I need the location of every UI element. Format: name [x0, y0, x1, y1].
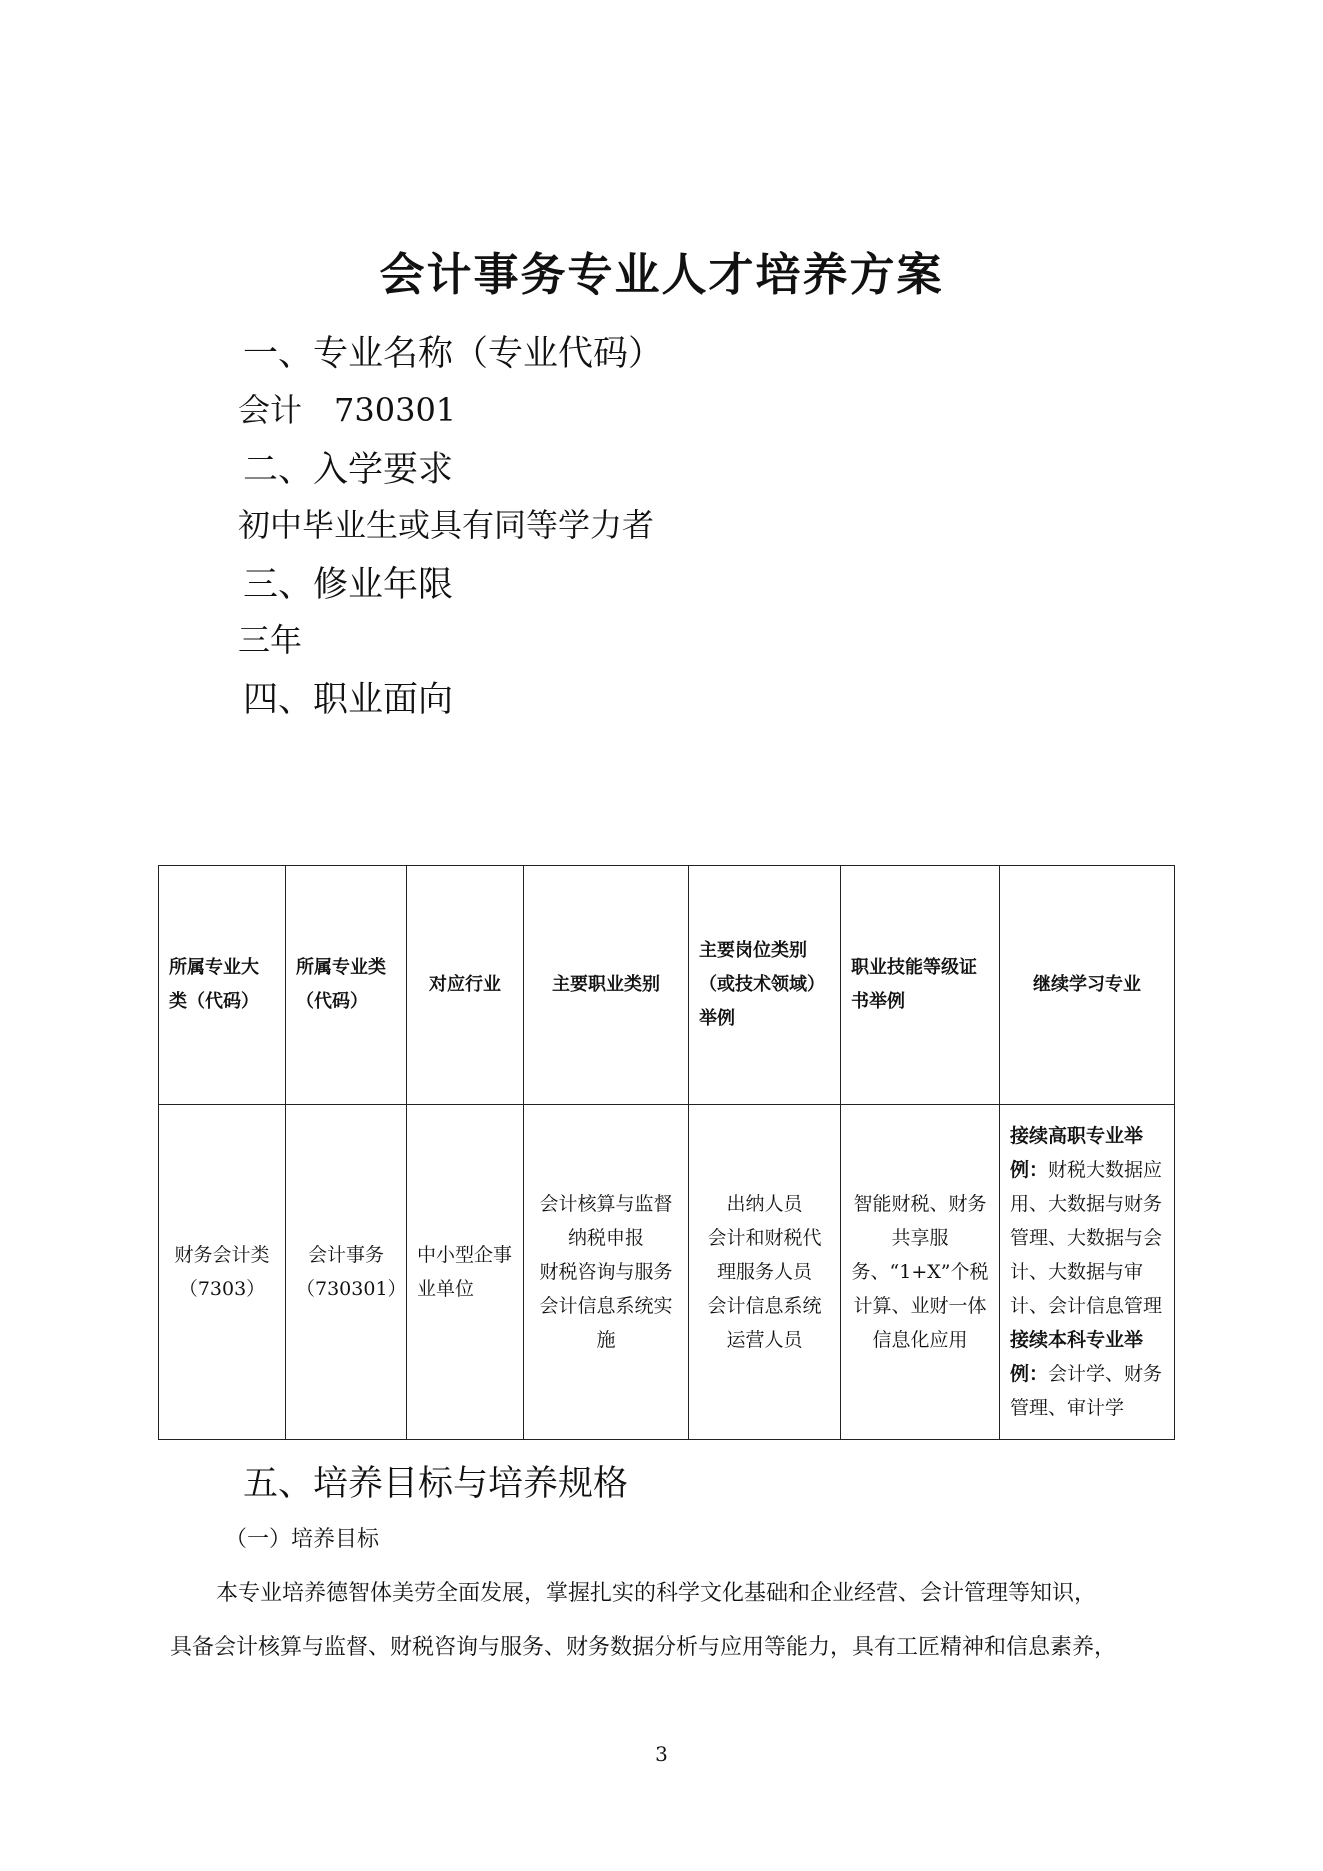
occupation-item: 会计核算与监督 — [539, 1193, 673, 1215]
undergraduate-study-label: 接续本科专业举例： — [1010, 1329, 1144, 1385]
header-occupation: 主要职业类别 — [524, 866, 689, 1105]
document-title: 会计事务专业人才培养方案 — [379, 248, 944, 301]
cell-major-category — [159, 1105, 286, 1440]
paragraph-line-2: 具备会计核算与监督、财税咨询与服务、财务数据分析与应用等能力，具有工匠精神和信息素养， — [170, 1635, 1117, 1660]
section-4-heading: 四、职业面向 — [243, 680, 454, 720]
section-2-heading: 二、入学要求 — [243, 450, 454, 490]
undergraduate-study-list: 会计学、财务管理、审计学 — [1010, 1363, 1163, 1419]
header-further-study: 继续学习专业 — [1000, 866, 1175, 1105]
cell-industry: 中小型企事业单位 — [407, 1105, 524, 1440]
header-certificates: 职业技能等级证书举例 — [841, 866, 1000, 1105]
position-item: 会计和财税代理服务人员 — [707, 1227, 822, 1283]
table-header-row — [159, 866, 1175, 1105]
section-2-body: 初中毕业生或具有同等学力者 — [238, 506, 655, 544]
section-5-heading: 五、培养目标与培养规格 — [243, 1464, 629, 1504]
section-3-heading: 三、修业年限 — [243, 565, 454, 605]
table-row — [159, 1105, 1175, 1440]
header-major-category: 所属专业大类（代码） — [159, 866, 286, 1105]
occupation-item: 会计信息系统实施 — [539, 1295, 673, 1351]
vocational-study-label: 接续高职专业举例： — [1010, 1125, 1144, 1181]
header-industry: 对应行业 — [407, 866, 524, 1105]
major-category-code: （7303） — [178, 1278, 266, 1300]
position-item: 出纳人员 — [726, 1193, 803, 1215]
training-goal-paragraph — [170, 1567, 1170, 1675]
cell-occupations — [524, 1105, 689, 1440]
major-category-name: 财务会计类 — [174, 1244, 270, 1266]
position-item: 会计信息系统运营人员 — [707, 1295, 822, 1351]
page-number: 3 — [655, 1742, 668, 1766]
major-class-name: 会计事务 — [307, 1244, 384, 1266]
occupation-item: 纳税申报 — [567, 1227, 644, 1249]
section-3-body: 三年 — [238, 621, 303, 659]
major-class-code: （730301） — [296, 1278, 407, 1300]
vocational-study-list: 财税大数据应用、大数据与财务管理、大数据与会计、大数据与审计、会计信息管理 — [1010, 1159, 1163, 1317]
cell-further-study — [1000, 1105, 1175, 1440]
header-positions: 主要岗位类别（或技术领域）举例 — [689, 866, 841, 1105]
cell-certificates: 智能财税、财务共享服务、“1+X”个税计算、业财一体信息化应用 — [841, 1105, 1000, 1440]
occupation-item: 财税咨询与服务 — [539, 1261, 673, 1283]
section-5-subheading: （一）培养目标 — [225, 1527, 380, 1552]
header-major-class: 所属专业类（代码） — [286, 866, 407, 1105]
paragraph-line-1: 本专业培养德智体美劳全面发展，掌握扎实的科学文化基础和企业经营、会计管理等知识， — [216, 1581, 1097, 1606]
section-1-body: 会计 730301 — [238, 391, 457, 429]
career-orientation-table — [158, 865, 1175, 1440]
cell-positions — [689, 1105, 841, 1440]
cell-major-class — [286, 1105, 407, 1440]
section-1-heading: 一、专业名称（专业代码） — [243, 334, 664, 374]
